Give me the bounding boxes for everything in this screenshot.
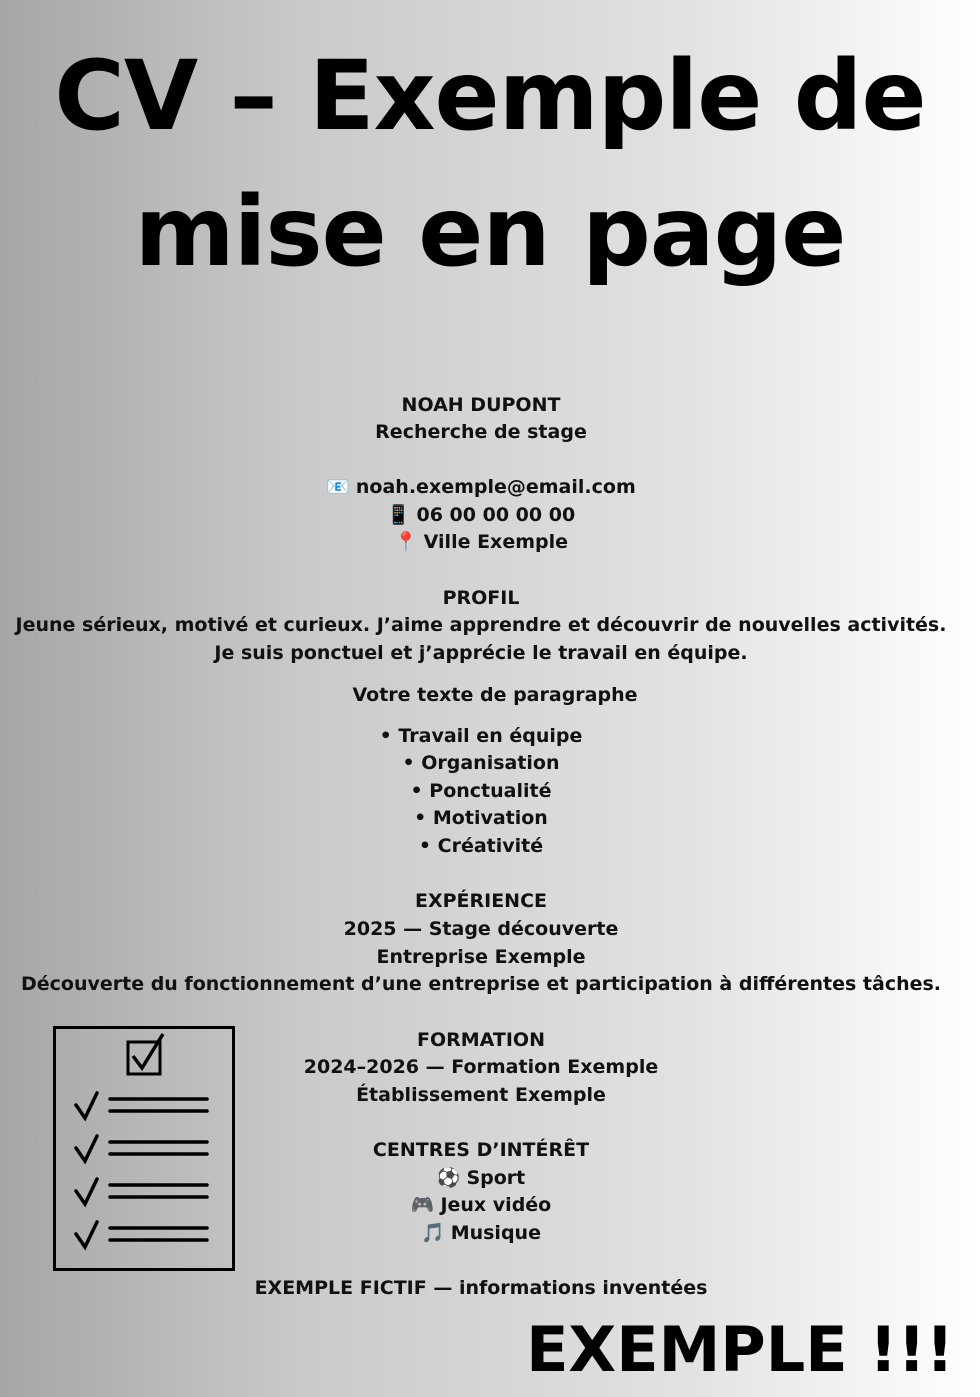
interest-label: Jeux vidéo xyxy=(440,1194,552,1216)
contact-phone-row xyxy=(0,501,962,529)
skill-item: • Ponctualité xyxy=(410,780,552,802)
disclaimer: EXEMPLE FICTIF — informations inventées xyxy=(254,1277,708,1299)
experience-period-title: 2025 — Stage découverte xyxy=(343,918,619,940)
checklist-icon xyxy=(53,1026,235,1271)
interest-label: Musique xyxy=(450,1222,541,1244)
education-period-title: 2024–2026 — Formation Exemple xyxy=(303,1056,659,1078)
page-title-line-1: CV – Exemple de xyxy=(54,40,926,152)
checked-box-icon xyxy=(128,1034,163,1074)
page-title xyxy=(0,28,980,300)
interests-heading: CENTRES D’INTÉRÊT xyxy=(372,1139,590,1161)
interest-label: Sport xyxy=(466,1167,526,1189)
profile-text: Jeune sérieux, motivé et curieux. J’aime apprendre et découvrir de nouvelles activités. Je suis ponctuel et j’apprécie le travail en équipe. xyxy=(15,614,947,664)
experience-description: Découverte du fonctionnement d’une entreprise et participation à différentes tâches. xyxy=(20,973,942,995)
contact-email-row[interactable] xyxy=(0,473,962,501)
placeholder-paragraph[interactable]: Votre texte de paragraphe xyxy=(352,684,638,706)
experience-company: Entreprise Exemple xyxy=(376,946,586,968)
mobile-phone-icon: 📱 xyxy=(386,504,411,526)
contact-phone: 06 00 00 00 00 xyxy=(416,504,576,526)
contact-location: Ville Exemple xyxy=(423,531,568,553)
skill-item: • Motivation xyxy=(414,807,548,829)
contact-location-row xyxy=(0,528,962,556)
profile-heading: PROFIL xyxy=(442,587,520,609)
education-heading: FORMATION xyxy=(417,1029,545,1051)
soccer-ball-icon: ⚽ xyxy=(436,1167,461,1189)
game-controller-icon: 🎮 xyxy=(410,1194,435,1216)
candidate-name: NOAH DUPONT xyxy=(401,394,561,416)
experience-heading: EXPÉRIENCE xyxy=(414,890,548,912)
contact-email: noah.exemple@email.com xyxy=(355,476,636,498)
email-icon: 📧 xyxy=(326,476,350,498)
page-title-line-2: mise en page xyxy=(134,176,846,288)
candidate-objective: Recherche de stage xyxy=(375,421,587,443)
skill-item: • Créativité xyxy=(418,835,544,857)
location-pin-icon: 📍 xyxy=(394,531,418,553)
skill-item: • Travail en équipe xyxy=(379,725,583,747)
skill-item: • Organisation xyxy=(402,752,560,774)
example-stamp: EXEMPLE !!! xyxy=(526,1313,954,1386)
education-school: Établissement Exemple xyxy=(356,1084,606,1106)
music-note-icon: 🎵 xyxy=(421,1222,445,1244)
